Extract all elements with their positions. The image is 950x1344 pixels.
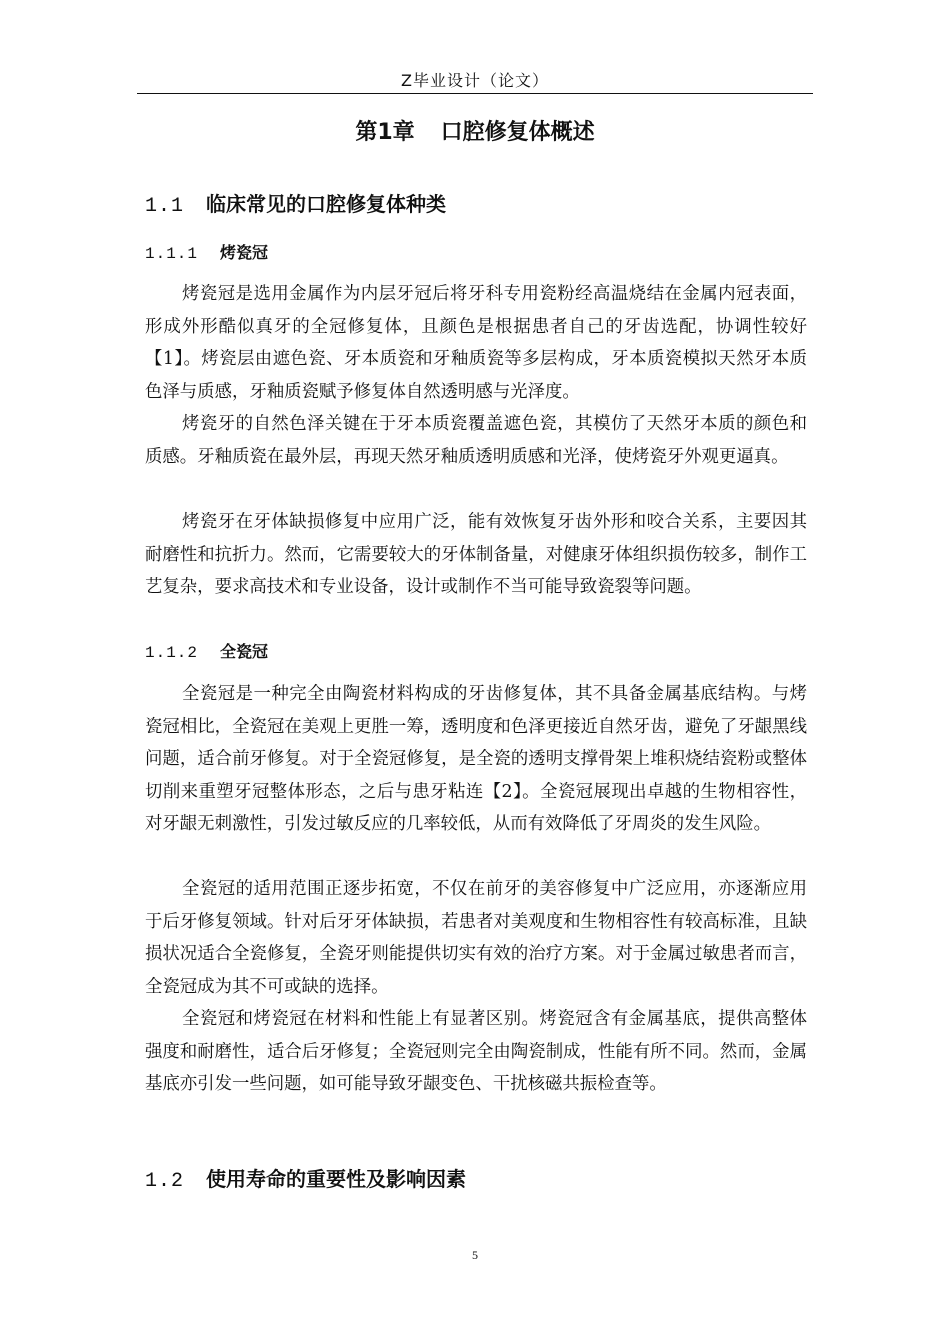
subsection-heading-1-1-1 <box>145 241 268 266</box>
section-title: 临床常见的口腔修复体种类 <box>206 192 447 216</box>
paragraph: 全瓷冠是一种完全由陶瓷材料构成的牙齿修复体，其不具备金属基底结构。与烤瓷冠相比，全瓷冠在美观上更胜一筹，透明度和色泽更接近自然牙齿，避免了牙龈黑线问题，适合前牙修复。对于全瓷冠修复，是全瓷的透明支撑骨架上堆积烧结瓷粉或整体切削来重塑牙冠整体形态，之后与患牙粘连【2】。全瓷冠展现出卓越的生物相容性，对牙龈无刺激性，引发过敏反应的几率较低，从而有效降低了牙周炎的发生风险。 <box>145 684 807 834</box>
subsection-number: 1.1.2 <box>145 644 199 662</box>
chapter-title-text: 口腔修复体概述 <box>440 120 595 145</box>
section-title: 使用寿命的重要性及影响因素 <box>206 1167 467 1191</box>
chapter-title <box>0 118 950 148</box>
section-heading-1-1 <box>145 190 446 221</box>
header-divider <box>137 93 813 94</box>
paragraph: 全瓷冠的适用范围正逐步拓宽，不仅在前牙的美容修复中广泛应用，亦逐渐应用于后牙修复领域。针对后牙牙体缺损，若患者对美观度和生物相容性有较高标准，且缺损状况适合全瓷修复，全瓷牙则能提供切实有效的治疗方案。对于金属过敏患者而言，全瓷冠成为其不可或缺的选择。 <box>145 879 807 997</box>
page-number: 5 <box>472 1248 478 1262</box>
running-header: Z毕业设计（论文） <box>401 71 549 90</box>
subsection-title: 烤瓷冠 <box>220 243 269 262</box>
subsection-title: 全瓷冠 <box>220 642 269 661</box>
subsection-heading-1-1-2 <box>145 640 268 665</box>
section-heading-1-2 <box>145 1165 466 1196</box>
section-number: 1.2 <box>145 1170 185 1193</box>
paragraph: 全瓷冠和烤瓷冠在材料和性能上有显著区别。烤瓷冠含有金属基底，提供高整体强度和耐磨性，适合后牙修复；全瓷冠则完全由陶瓷制成，性能有所不同。然而，金属基底亦引发一些问题，如可能导致牙龈变色、干扰核磁共振检查等。 <box>145 1009 807 1094</box>
paragraph: 烤瓷牙的自然色泽关键在于牙本质瓷覆盖遮色瓷，其模仿了天然牙本质的颜色和质感。牙釉质瓷在最外层，再现天然牙釉质透明质感和光泽，使烤瓷牙外观更逼真。 <box>145 414 807 467</box>
paragraph: 烤瓷冠是选用金属作为内层牙冠后将牙科专用瓷粉经高温烧结在金属内冠表面，形成外形酷似真牙的全冠修复体，且颜色是根据患者自己的牙齿选配，协调性较好【1】。烤瓷层由遮色瓷、牙本质瓷和牙釉质瓷等多层构成，牙本质瓷模拟天然牙本质色泽与质感，牙釉质瓷赋予修复体自然透明感与光泽度。 <box>145 284 807 402</box>
subsection-number: 1.1.1 <box>145 245 199 263</box>
section-number: 1.1 <box>145 195 185 218</box>
chapter-number: 第1章 <box>355 120 415 145</box>
paragraph: 烤瓷牙在牙体缺损修复中应用广泛，能有效恢复牙齿外形和咬合关系，主要因其耐磨性和抗折力。然而，它需要较大的牙体制备量，对健康牙体组织损伤较多，制作工艺复杂，要求高技术和专业设备，设计或制作不当可能导致瓷裂等问题。 <box>145 512 807 597</box>
